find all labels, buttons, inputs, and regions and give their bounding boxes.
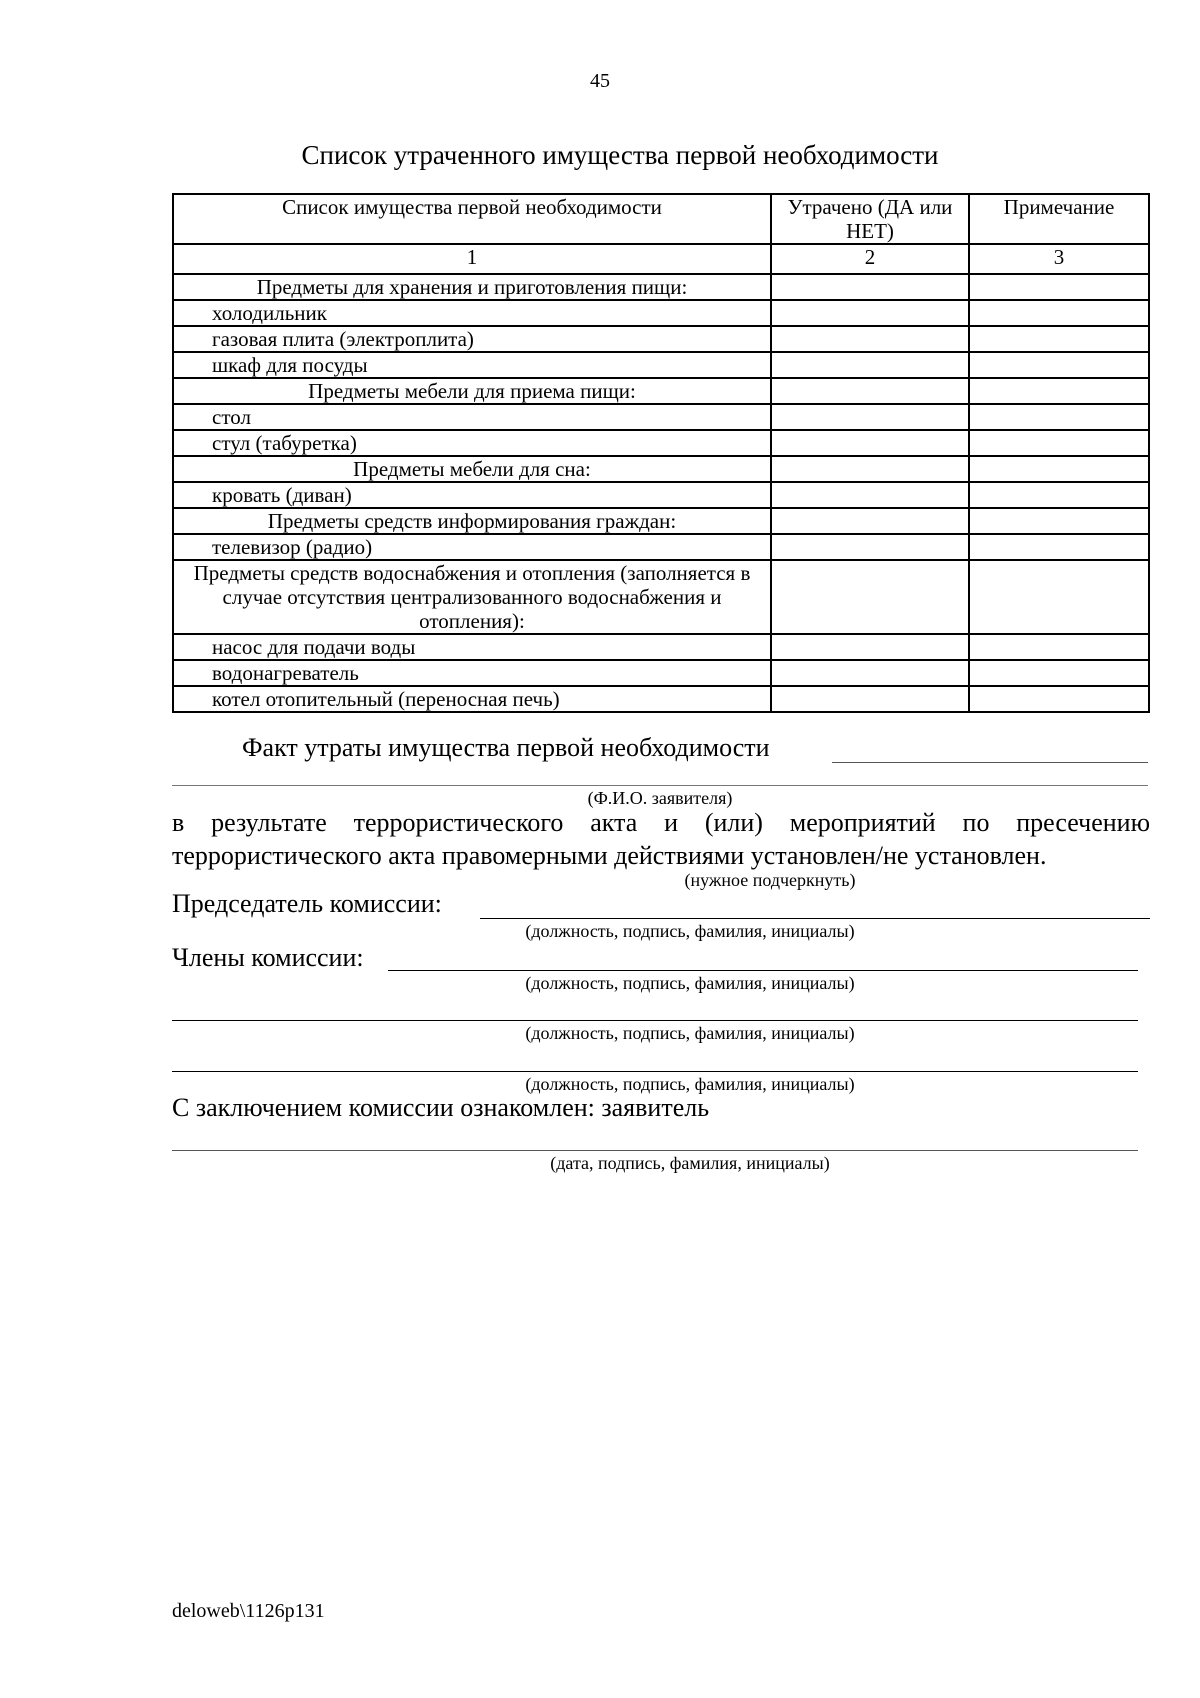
table-row xyxy=(173,326,1149,352)
member-sign-caption-1: (должность, подпись, фамилия, инициалы) xyxy=(525,973,855,993)
item-label: стол xyxy=(173,404,771,430)
lost-cell[interactable] xyxy=(771,634,969,660)
applicant-date-caption: (дата, подпись, фамилия, инициалы) xyxy=(550,1153,830,1173)
result-text-line-1: в результате террористического акта и (или) мероприятий по пресечению xyxy=(172,808,1150,837)
page-number: 45 xyxy=(590,70,610,92)
note-cell[interactable] xyxy=(969,560,1149,634)
header-property-list: Список имущества первой необходимости xyxy=(173,194,771,244)
column-number: 2 xyxy=(771,244,969,274)
member-sign-caption-3: (должность, подпись, фамилия, инициалы) xyxy=(525,1074,855,1094)
item-label: шкаф для посуды xyxy=(173,352,771,378)
lost-cell[interactable] xyxy=(771,482,969,508)
note-cell[interactable] xyxy=(969,300,1149,326)
property-table xyxy=(172,193,1150,713)
group-label: Предметы мебели для сна: xyxy=(173,456,771,482)
member-sign-caption-2: (должность, подпись, фамилия, инициалы) xyxy=(525,1023,855,1043)
chair-label: Председатель комиссии: xyxy=(172,889,442,918)
table-row xyxy=(173,430,1149,456)
note-cell[interactable] xyxy=(969,326,1149,352)
item-label: котел отопительный (переносная печь) xyxy=(173,686,771,712)
members-label: Члены комиссии: xyxy=(172,943,364,972)
item-label: телевизор (радио) xyxy=(173,534,771,560)
note-cell[interactable] xyxy=(969,534,1149,560)
note-cell[interactable] xyxy=(969,508,1149,534)
lost-cell[interactable] xyxy=(771,326,969,352)
table-row xyxy=(173,660,1149,686)
chair-signature-line[interactable] xyxy=(480,918,1150,919)
lost-cell[interactable] xyxy=(771,274,969,300)
group-label: Предметы мебели для приема пищи: xyxy=(173,378,771,404)
underline-caption: (нужное подчеркнуть) xyxy=(684,870,856,890)
note-cell[interactable] xyxy=(969,634,1149,660)
acquainted-text: С заключением комиссии ознакомлен: заявитель xyxy=(172,1093,710,1122)
table-header-row xyxy=(173,194,1149,244)
table-row xyxy=(173,300,1149,326)
member-signature-line-2[interactable] xyxy=(172,1020,1138,1021)
note-cell[interactable] xyxy=(969,430,1149,456)
note-cell[interactable] xyxy=(969,352,1149,378)
footer-doc-id: deloweb\1126p131 xyxy=(172,1600,325,1622)
chair-sign-caption: (должность, подпись, фамилия, инициалы) xyxy=(525,921,855,941)
lost-cell[interactable] xyxy=(771,430,969,456)
note-cell[interactable] xyxy=(969,404,1149,430)
group-label: Предметы средств водоснабжения и отопления (заполняется в случае отсутствия централизованного водоснабжения и отопления): xyxy=(173,560,771,634)
table-group-row xyxy=(173,508,1149,534)
table-group-row xyxy=(173,378,1149,404)
table-row xyxy=(173,686,1149,712)
document-title: Список утраченного имущества первой необходимости xyxy=(301,140,939,170)
column-number-row xyxy=(173,244,1149,274)
table-group-row xyxy=(173,560,1149,634)
lost-cell[interactable] xyxy=(771,404,969,430)
note-cell[interactable] xyxy=(969,482,1149,508)
item-label: водонагреватель xyxy=(173,660,771,686)
lost-cell[interactable] xyxy=(771,352,969,378)
item-label: газовая плита (электроплита) xyxy=(173,326,771,352)
lost-cell[interactable] xyxy=(771,686,969,712)
lost-cell[interactable] xyxy=(771,660,969,686)
table-group-row xyxy=(173,274,1149,300)
lost-cell[interactable] xyxy=(771,508,969,534)
fio-caption: (Ф.И.О. заявителя) xyxy=(587,788,733,808)
header-note: Примечание xyxy=(969,194,1149,244)
table-group-row xyxy=(173,456,1149,482)
lost-cell[interactable] xyxy=(771,560,969,634)
note-cell[interactable] xyxy=(969,378,1149,404)
item-label: стул (табуретка) xyxy=(173,430,771,456)
item-label: холодильник xyxy=(173,300,771,326)
fact-text: Факт утраты имущества первой необходимости xyxy=(242,733,770,762)
table-row xyxy=(173,482,1149,508)
table-row xyxy=(173,352,1149,378)
result-text-line-2: террористического акта правомерными действиями установлен/не установлен. xyxy=(172,841,1047,870)
applicant-signature-line[interactable] xyxy=(172,1150,1138,1151)
note-cell[interactable] xyxy=(969,686,1149,712)
lost-cell[interactable] xyxy=(771,534,969,560)
column-number: 1 xyxy=(173,244,771,274)
table-row xyxy=(173,534,1149,560)
member-signature-line-3[interactable] xyxy=(172,1071,1138,1072)
note-cell[interactable] xyxy=(969,456,1149,482)
note-cell[interactable] xyxy=(969,274,1149,300)
table-row xyxy=(173,404,1149,430)
column-number: 3 xyxy=(969,244,1149,274)
item-label: кровать (диван) xyxy=(173,482,771,508)
item-label: насос для подачи воды xyxy=(173,634,771,660)
lost-cell[interactable] xyxy=(771,300,969,326)
member-signature-line-1[interactable] xyxy=(388,970,1138,971)
group-label: Предметы средств информирования граждан: xyxy=(173,508,771,534)
group-label: Предметы для хранения и приготовления пищи: xyxy=(173,274,771,300)
fact-blank-line[interactable] xyxy=(832,762,1148,763)
lost-cell[interactable] xyxy=(771,378,969,404)
fio-blank-line[interactable] xyxy=(172,785,1148,786)
header-lost: Утрачено (ДА или НЕТ) xyxy=(771,194,969,244)
note-cell[interactable] xyxy=(969,660,1149,686)
lost-cell[interactable] xyxy=(771,456,969,482)
table-row xyxy=(173,634,1149,660)
